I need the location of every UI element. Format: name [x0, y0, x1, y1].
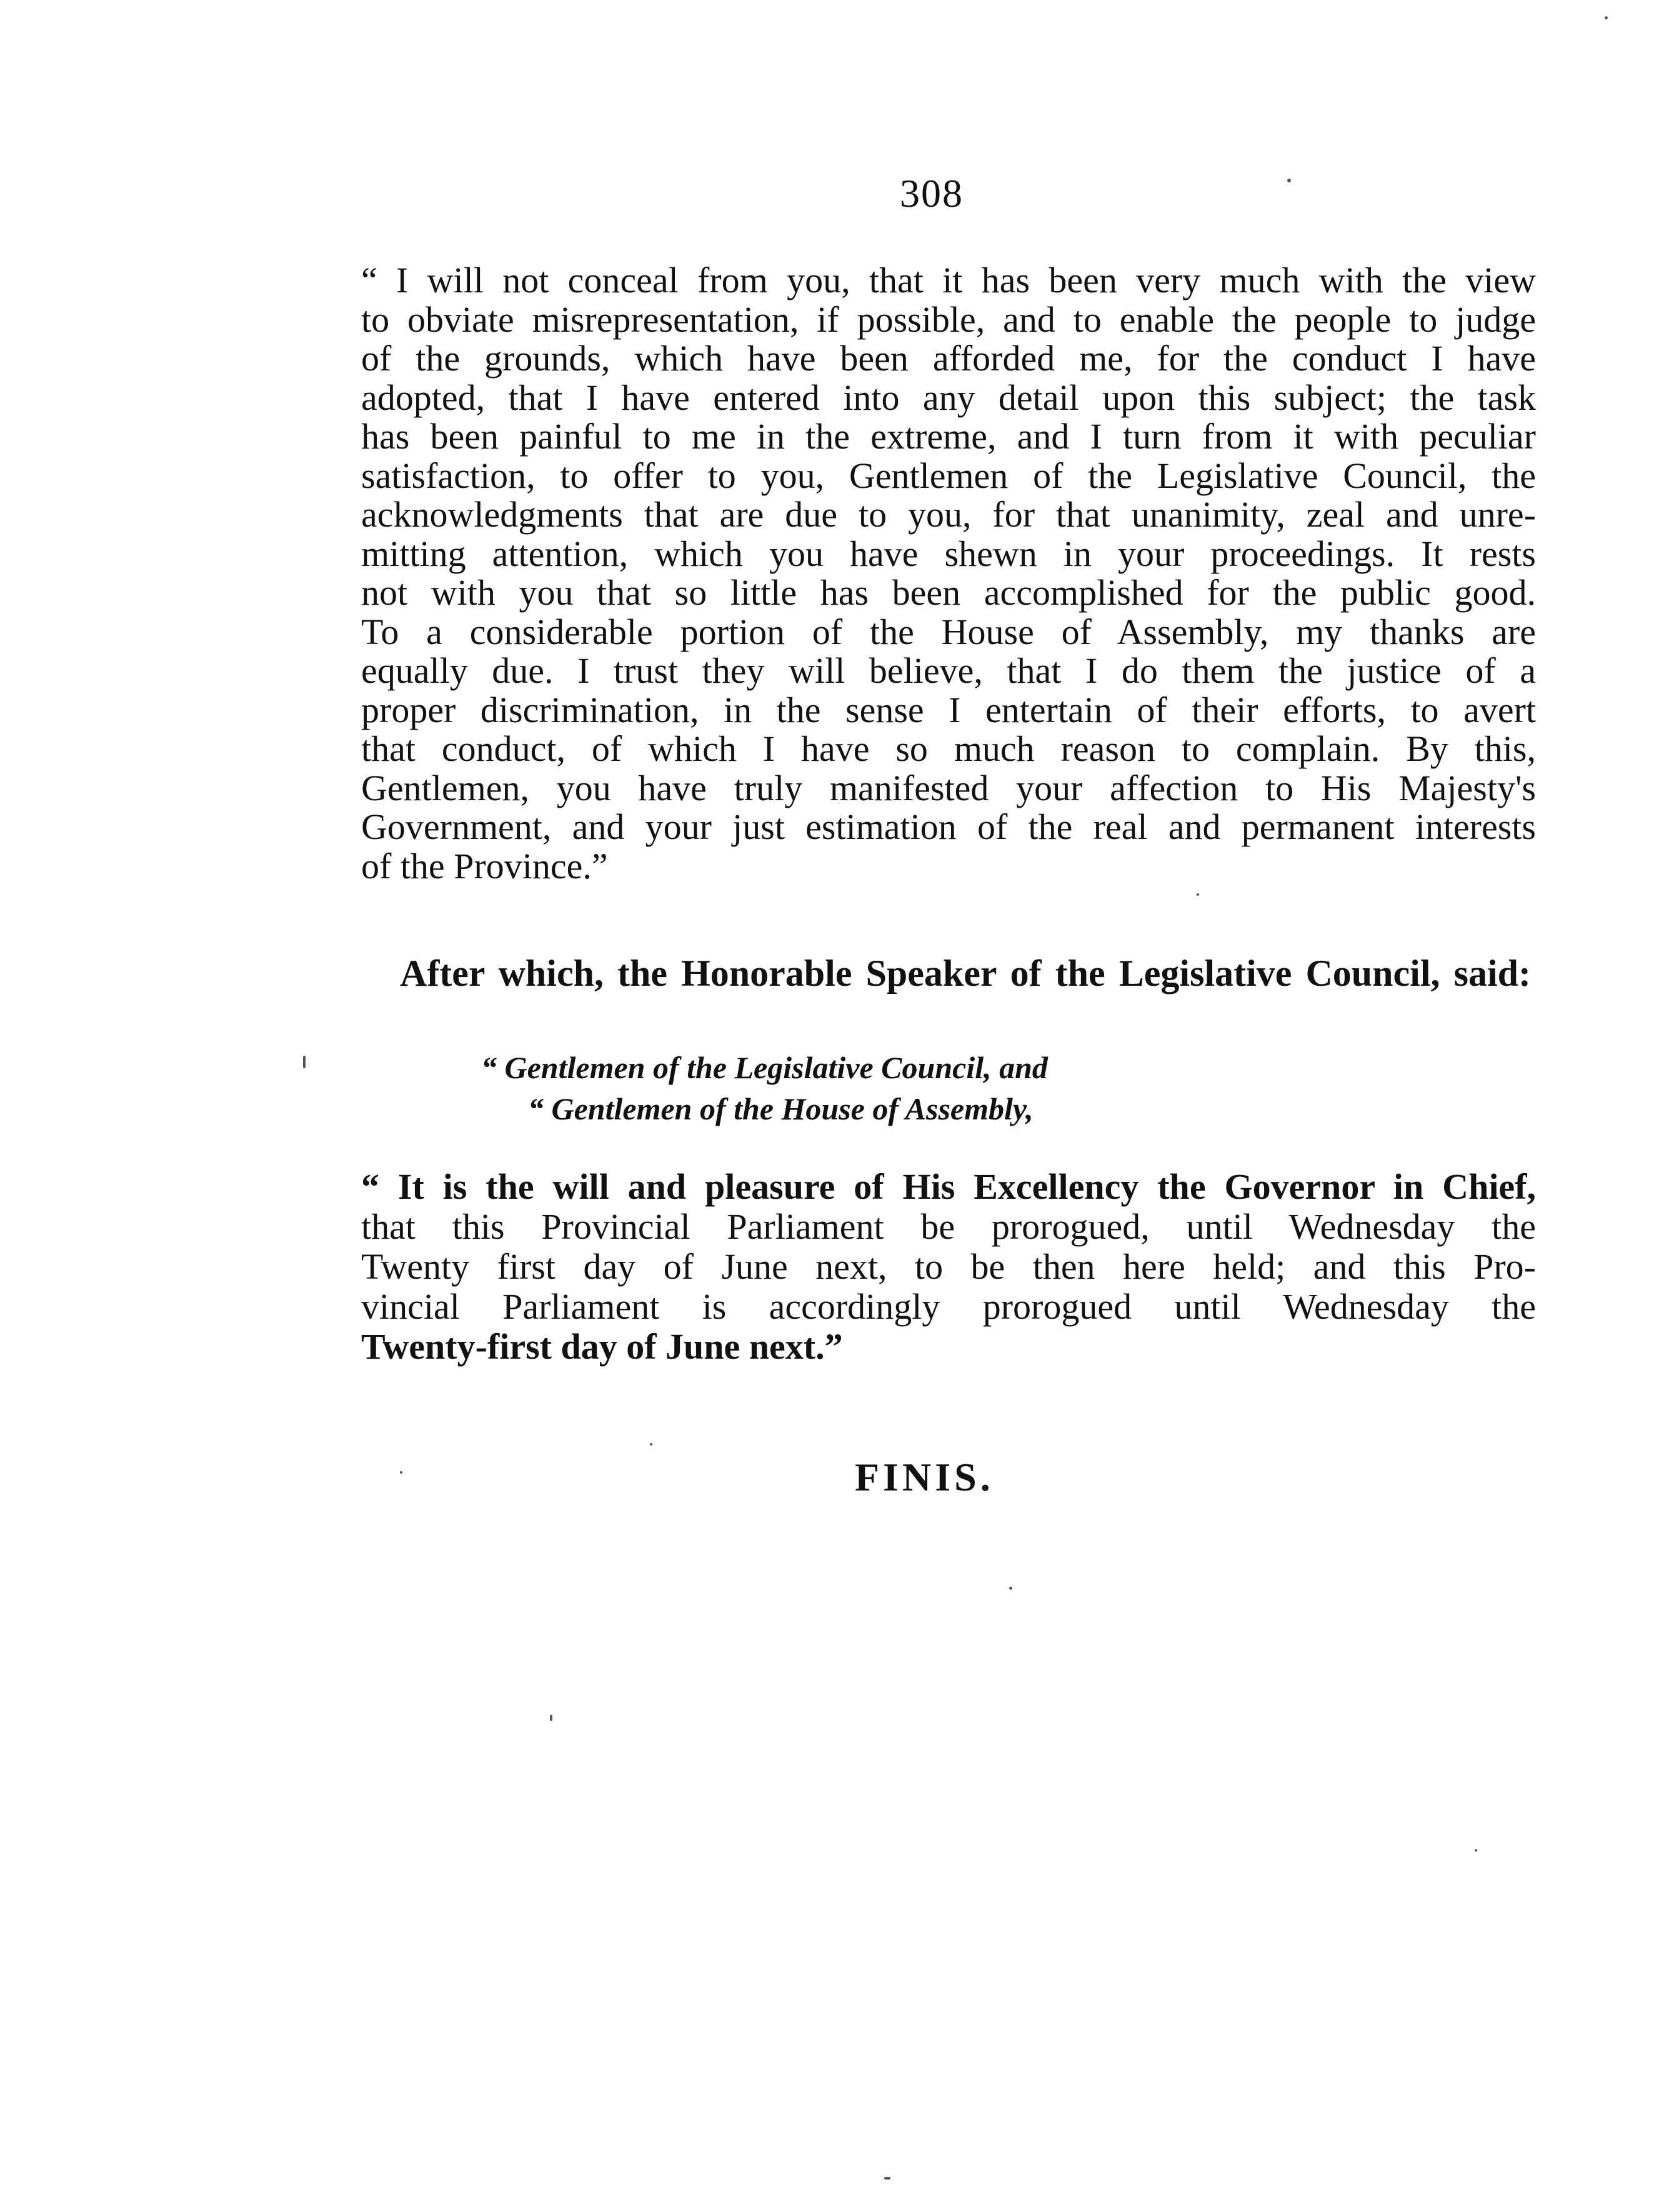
scan-speck: [1009, 1587, 1012, 1590]
text-line: has been painful to me in the extreme, and I turn from it with peculiar: [361, 416, 1536, 457]
address-line-assembly: “ Gentlemen of the House of Assembly,: [528, 1091, 1034, 1126]
page-number: 308: [900, 171, 964, 216]
scan-speck: [400, 1471, 402, 1474]
text-line: proper discrimination, in the sense I entertain of their efforts, to avert: [361, 689, 1536, 730]
text-line: to obviate misrepresentation, if possible, and to enable the people to judge: [361, 299, 1536, 340]
text-line: “ It is the will and pleasure of His Excellency the Governor in Chief,: [361, 1166, 1536, 1207]
text-line: acknowledgments that are due to you, for that unanimity, zeal and unre-: [361, 494, 1536, 535]
text-line: satisfaction, to offer to you, Gentlemen of the Legislative Council, the: [361, 455, 1536, 496]
text-line: vincial Parliament is accordingly prorogued until Wednesday the: [361, 1286, 1536, 1327]
text-line: Gentlemen, you have truly manifested your affection to His Majesty's: [361, 767, 1536, 808]
text-line: of the Province.”: [361, 845, 608, 886]
speaker-line: After which, the Honorable Speaker of the Legislative Council, said:: [400, 953, 1531, 994]
text-line: of the grounds, which have been afforded me, for the conduct I have: [361, 338, 1536, 379]
text-line: Twenty-first day of June next.”: [361, 1326, 843, 1367]
scan-speck: [1475, 1849, 1477, 1852]
text-line: that this Provincial Parliament be prorogued, until Wednesday the: [361, 1206, 1536, 1247]
text-line: adopted, that I have entered into any detail upon this subject; the task: [361, 377, 1536, 418]
finis-heading: FINIS.: [855, 1455, 994, 1499]
scan-speck: [550, 1715, 552, 1721]
scan-speck: [884, 2177, 890, 2180]
scan-speck: [650, 1443, 652, 1446]
text-line: Twenty first day of June next, to be then here held; and this Pro-: [361, 1246, 1536, 1287]
scan-speck: [1287, 179, 1291, 182]
governor-speech-paragraph: [361, 261, 1536, 886]
text-line: Government, and your just estimation of the real and permanent interests: [361, 806, 1536, 847]
scan-speck: [303, 1056, 306, 1068]
address-line-council: “ Gentlemen of the Legislative Council, and: [481, 1050, 1048, 1085]
text-line: mitting attention, which you have shewn in your proceedings. It rests: [361, 533, 1536, 574]
scan-speck: [1197, 893, 1199, 896]
text-line: equally due. I trust they will believe, that I do them the justice of a: [361, 650, 1536, 691]
text-line: To a considerable portion of the House of Assembly, my thanks are: [361, 611, 1536, 652]
scan-speck: [1605, 16, 1608, 19]
text-line: “ I will not conceal from you, that it has been very much with the view: [361, 260, 1536, 300]
text-line: that conduct, of which I have so much reason to complain. By this,: [361, 728, 1536, 769]
text-line: not with you that so little has been accomplished for the public good.: [361, 572, 1536, 613]
prorogation-paragraph: [361, 1167, 1536, 1367]
